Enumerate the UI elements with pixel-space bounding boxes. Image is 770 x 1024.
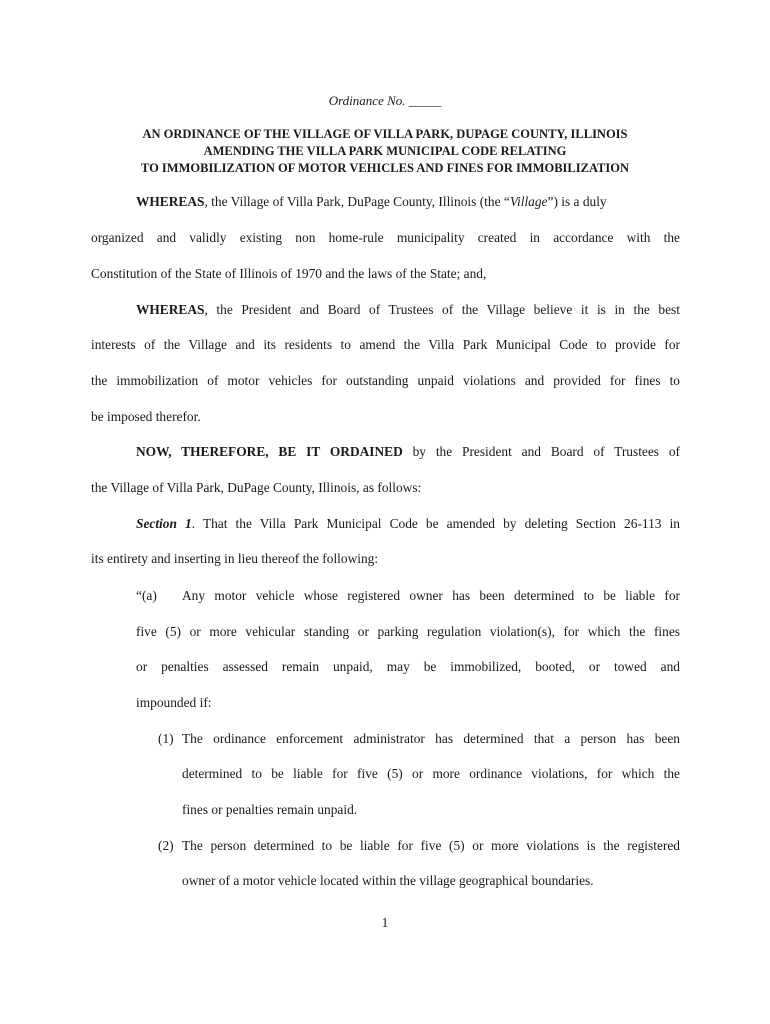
section1-line-2: its entirety and inserting in lieu thereof the following: (91, 551, 379, 566)
whereas1-text-a: , the Village of Villa Park, DuPage County, Illinois (the “ (204, 194, 510, 209)
now-therefore-line-1 (136, 443, 680, 461)
title-line-2: AMENDING THE VILLA PARK MUNICIPAL CODE RELATING (203, 144, 567, 158)
item1-line-1: The ordinance enforcement administrator has determined that a person has been (182, 731, 680, 746)
whereas1-lead: WHEREAS (136, 194, 205, 209)
village-term: Village (509, 194, 548, 209)
item2-label: (2) (158, 838, 174, 853)
whereas2-line-1 (136, 301, 680, 319)
now-therefore-text: by the President and Board of Trustees of (402, 444, 680, 459)
now-therefore-line-2: the Village of Villa Park, DuPage County, Illinois, as follows: (91, 480, 422, 495)
title-line-1: AN ORDINANCE OF THE VILLAGE OF VILLA PARK, DUPAGE COUNTY, ILLINOIS (142, 127, 628, 141)
page-number: 1 (381, 915, 389, 930)
whereas2-line-2: interests of the Village and its residents to amend the Villa Park Municipal Code to provide for (91, 337, 680, 352)
ordinance-number: Ordinance No. _____ (328, 93, 442, 108)
whereas1-line-3: Constitution of the State of Illinois of 1970 and the laws of the State; and, (91, 266, 487, 281)
para-a-line-4: impounded if: (136, 695, 212, 710)
para-a-line-2: five (5) or more vehicular standing or parking regulation violation(s), for which the fines (136, 624, 680, 639)
item2-line-1: The person determined to be liable for five (5) or more violations is the registered (182, 838, 680, 853)
para-a-label: “(a) (136, 588, 157, 603)
whereas2-line-4: be imposed therefor. (91, 409, 201, 424)
whereas2-line-3: the immobilization of motor vehicles for outstanding unpaid violations and provided for fines to (91, 373, 680, 388)
title-line-3: TO IMMOBILIZATION OF MOTOR VEHICLES AND FINES FOR IMMOBILIZATION (140, 161, 630, 175)
whereas2-lead: WHEREAS (136, 302, 205, 317)
item1-line-2: determined to be liable for five (5) or more ordinance violations, for which the (182, 766, 680, 781)
ordinance-title (0, 126, 770, 177)
section1-text: . That the Villa Park Municipal Code be amended by deleting Section 26-113 in (191, 516, 680, 531)
item2-line-2: owner of a motor vehicle located within the village geographical boundaries. (182, 873, 594, 888)
section1-line-1 (136, 515, 680, 533)
whereas2-text: , the President and Board of Trustees of the Village believe it is in the best (204, 302, 680, 317)
item1-line-3: fines or penalties remain unpaid. (182, 802, 358, 817)
now-therefore-lead: NOW, THEREFORE, BE IT ORDAINED (136, 444, 403, 459)
whereas1-line-2: organized and validly existing non home-rule municipality created in accordance with the (91, 230, 680, 245)
whereas1-line-1 (136, 193, 607, 211)
item1-label: (1) (158, 731, 174, 746)
para-a-line-1: Any motor vehicle whose registered owner has been determined to be liable for (182, 588, 680, 603)
section1-lead: Section 1 (136, 516, 192, 531)
para-a-line-3: or penalties assessed remain unpaid, may be immobilized, booted, or towed and (136, 659, 680, 674)
whereas1-text-b: ”) is a duly (547, 194, 607, 209)
